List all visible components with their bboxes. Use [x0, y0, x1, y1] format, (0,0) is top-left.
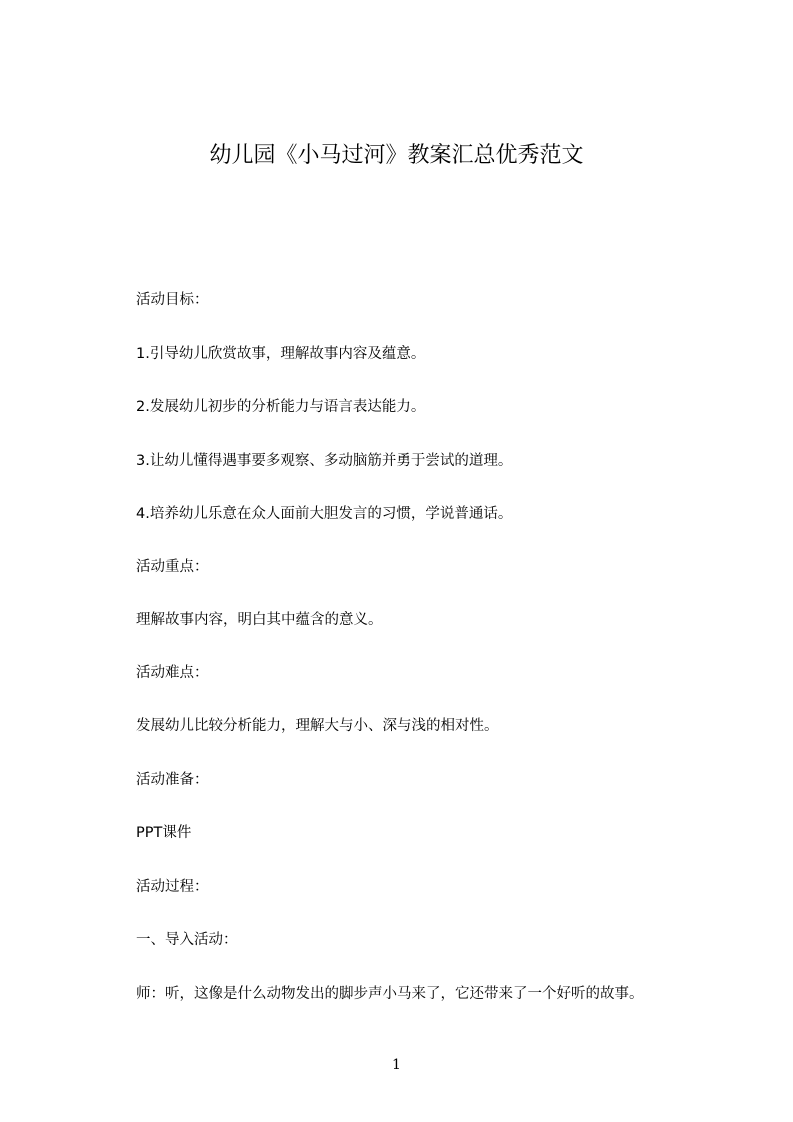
- page-number: 1: [392, 1057, 401, 1073]
- heading-process: 活动过程：: [136, 879, 209, 895]
- process-step-1-heading: 一、导入活动：: [136, 932, 238, 948]
- preparation-text: PPT课件: [136, 825, 192, 841]
- heading-preparation: 活动准备：: [136, 772, 209, 788]
- heading-activity-goals: 活动目标：: [136, 292, 209, 308]
- heading-key-points: 活动重点：: [136, 559, 209, 575]
- goal-item-1: 1.引导幼儿欣赏故事，理解故事内容及蕴意。: [136, 346, 426, 362]
- goal-item-4: 4.培养幼儿乐意在众人面前大胆发言的习惯，学说普通话。: [136, 506, 513, 522]
- heading-difficulties: 活动难点：: [136, 665, 209, 681]
- process-step-1-text: 师：听，这像是什么动物发出的脚步声小马来了，它还带来了一个好听的故事。: [136, 986, 644, 1002]
- goal-item-2: 2.发展幼儿初步的分析能力与语言表达能力。: [136, 399, 426, 415]
- key-points-text: 理解故事内容，明白其中蕴含的意义。: [136, 612, 383, 628]
- document-title: 幼儿园《小马过河》教案汇总优秀范文: [209, 143, 584, 168]
- goal-item-3: 3.让幼儿懂得遇事要多观察、多动脑筋并勇于尝试的道理。: [136, 453, 513, 469]
- difficulties-text: 发展幼儿比较分析能力，理解大与小、深与浅的相对性。: [136, 718, 499, 734]
